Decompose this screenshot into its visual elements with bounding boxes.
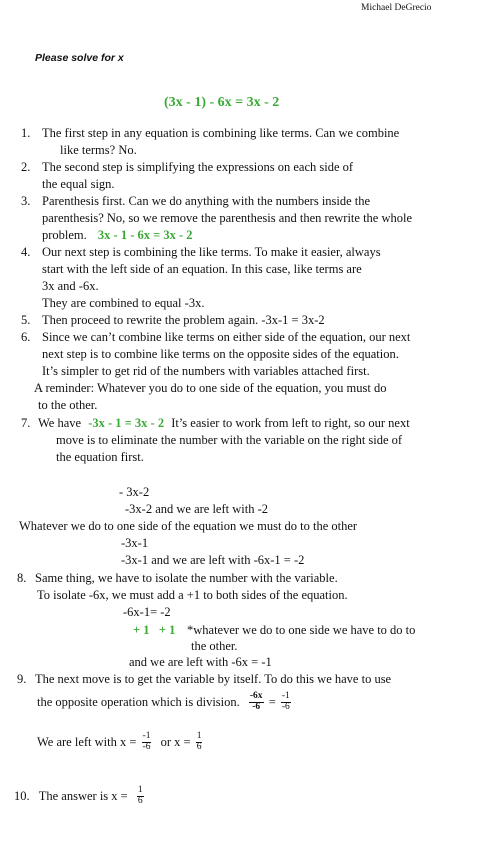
work-line-4: -3x-1 [121,536,149,550]
fraction-denominator: -6 [252,701,261,712]
step-8-line-4: and we are left with -6x = -1 [129,655,272,669]
step-2-line-2: the equal sign. [42,177,115,191]
step-1-line-1: The first step in any equation is combining like terms. Can we combine [42,126,400,140]
step-5-number: 5. [21,313,31,327]
step-8-note-1: *whatever we do to one side we have to do to [187,623,416,637]
step-4-line-2: start with the left side of an equation. In this case, like terms are [42,262,362,276]
step-6-line-4: A reminder: Whatever you do to one side of the equation, you must do [34,381,387,395]
fraction-numerator: 1 [137,785,143,795]
step-3-equation: 3x - 1 - 6x = 3x - 2 [97,228,193,242]
fraction-denominator: -6 [142,741,151,752]
equation-title: (3x - 1) - 6x = 3x - 2 [164,95,280,110]
step-2-number: 2. [21,160,31,174]
fraction-numerator: 1 [196,731,202,741]
step-7-line-1 [38,417,410,430]
step-2-line-1: The second step is simplifying the expressions on each side of [42,160,354,174]
step-6-line-5: to the other. [38,398,98,412]
step-10-line [14,786,146,807]
step-6-line-2: next step is to combine like terms on the opposite sides of the equation. [42,347,399,361]
fraction-denominator: -6 [281,701,290,712]
step-1-number: 1. [21,126,31,140]
equals-sign: = [268,695,276,710]
step-8-line-1: Same thing, we have to isolate the number with the variable. [35,571,338,585]
fraction-denominator: 6 [196,741,202,752]
step-9-line-1: The next move is to get the variable by itself. To do this we have to use [35,672,392,686]
fraction-denominator: 6 [137,795,143,806]
step-7-prefix: We have [38,416,82,430]
fraction-minus-1-over-minus-6-result [142,732,152,753]
step-9-division-text: the opposite operation which is division. [37,695,240,710]
step-4-line-3: 3x and -6x. [42,279,99,293]
step-3-problem-label: problem. [42,228,87,242]
step-10-answer-text: The answer is x = [38,789,128,804]
fraction-minus-1-over-minus-6 [281,692,291,713]
step-8-line-2: To isolate -6x, we must add a +1 to both sides of the equation. [37,588,348,602]
instruction: Please solve for x [35,52,124,64]
work-line-1: - 3x-2 [119,485,150,499]
fraction-numerator: -6x [249,691,263,701]
step-3-number: 3. [21,194,31,208]
work-line-2: -3x-2 and we are left with -2 [125,502,268,516]
step-3-line-2: parenthesis? No, so we remove the parenthesis and then rewrite the whole [42,211,413,225]
step-6-line-1: Since we can’t combine like terms on either side of the equation, our next [42,330,411,344]
fraction-numerator: -1 [281,691,290,701]
step-7-number: 7. [21,416,31,430]
step-6-number: 6. [21,330,31,344]
work-line-5: -3x-1 and we are left with -6x-1 = -2 [121,553,305,567]
step-1-line-2: like terms? No. [60,143,137,157]
step-7-line-3: the equation first. [56,450,144,464]
work-line-3: Whatever we do to one side of the equation we must do to the other [19,519,358,533]
step-4-line-1: Our next step is combining the like terms. To make it easier, always [42,245,381,259]
step-5-line-1: Then proceed to rewrite the problem again. -3x-1 = 3x-2 [42,313,325,327]
fraction-numerator: -1 [142,731,151,741]
step-4-number: 4. [21,245,31,259]
step-9-line-3 [37,732,204,753]
step-3-line-3 [42,229,193,242]
step-8-number: 8. [17,571,27,585]
step-7-line-2: move is to eliminate the number with the variable on the right side of [56,433,403,447]
or-x-text: or x = [160,735,191,750]
step-7-text: It’s easier to work from left to right, so our next [171,416,410,430]
step-8-line-3: -6x-1= -2 [123,605,171,619]
step-8-plus-one: + 1 + 1 [133,623,176,637]
step-9-left-with-text: We are left with x = [37,735,137,750]
step-4-line-4: They are combined to equal -3x. [42,296,205,310]
step-8-note-2: the other. [191,639,238,653]
fraction-1-over-6-result [196,732,203,753]
step-9-number: 9. [17,672,27,686]
step-6-line-3: It’s simpler to get rid of the numbers with variables attached first. [42,364,370,378]
step-10-number: 10. [14,789,30,804]
step-9-line-2 [37,692,293,713]
fraction-minus-6x-over-minus-6 [249,692,264,713]
step-7-equation: -3x - 1 = 3x - 2 [88,416,165,430]
step-3-line-1: Parenthesis first. Can we do anything with the numbers inside the [42,194,371,208]
author-name: Michael DeGrecio [361,3,432,13]
fraction-answer-1-over-6 [137,786,144,807]
